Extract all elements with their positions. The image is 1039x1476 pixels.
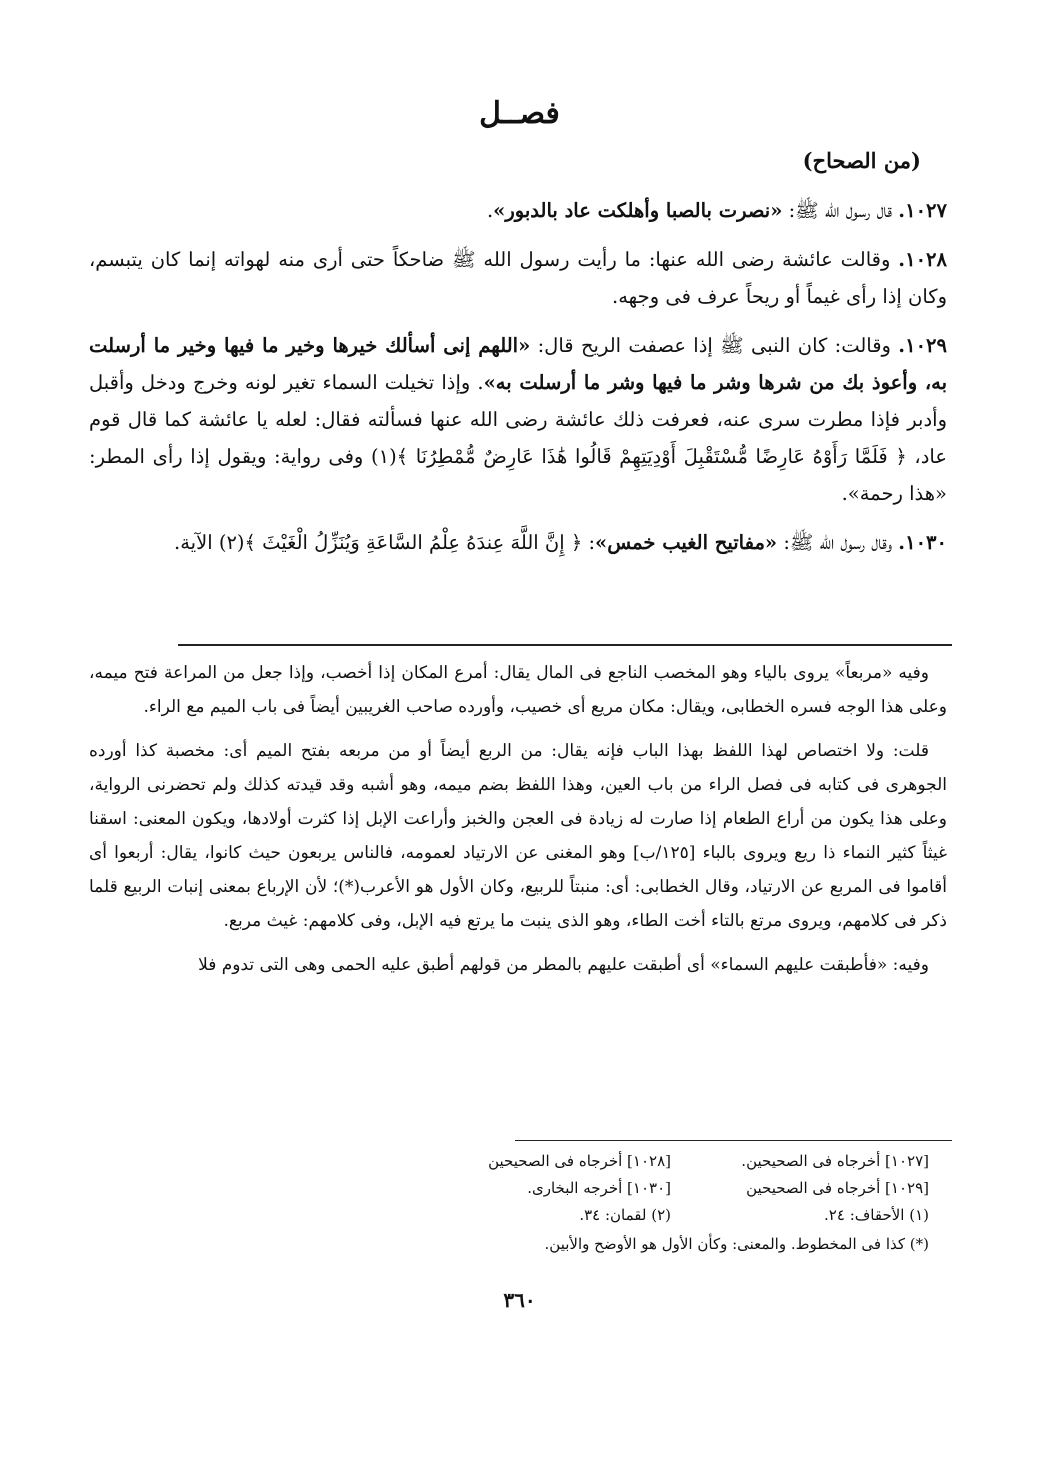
footnote-row <box>409 1202 929 1229</box>
footnote-1027: [١٠٢٧] أخرجاه فى الصحيحين. <box>741 1152 929 1170</box>
footnote-star: (*) كذا فى المخطوط. والمعنى: وكأن الأول هو الأوضح والأبين. <box>544 1235 929 1253</box>
footnote-row <box>409 1175 929 1202</box>
footnote-1028: [١٠٢٨] أخرجاه فى الصحيحين <box>488 1152 671 1170</box>
hadith-text: وقالت عائشة رضى الله عنها: ما رأيت رسول الله ﷺ ضاحكاً حتى أرى منه لهواته إنما كان يتبسم، وكان إذا رأى غيماً أو ريحاً عرف فى وجهه. <box>89 248 947 308</box>
hadith-number: ١٠٢٧. <box>898 199 947 222</box>
section-heading: فصــل <box>479 96 560 131</box>
footnotes <box>409 1148 929 1258</box>
section-divider <box>178 644 952 646</box>
hadith-text: قال رسول الله ﷺ: <box>782 199 899 222</box>
commentary <box>89 656 947 982</box>
hadith-number: ١٠٢٩. <box>898 334 947 357</box>
commentary-paragraph: وفيه: «فأطبقت عليهم السماء» أى أطبقت عليهم بالمطر من قولهم أطبق عليه الحمى وهى التى تدوم فلا <box>198 955 929 975</box>
section-subheading: (من الصحاح) <box>802 148 921 173</box>
footnote-row <box>409 1148 929 1175</box>
hadith-rest: : ﴿ إِنَّ اللَّهَ عِندَهُ عِلْمُ السَّاعَةِ وَيُنَزِّلُ الْغَيْثَ ﴾(٢) الآية. <box>174 531 596 554</box>
hadith-quote: «مفاتيح الغيب خمس» <box>595 531 778 554</box>
footnote-1030: [١٠٣٠] أخرجه البخارى. <box>527 1179 671 1197</box>
hadith-text: وقال رسول الله ﷺ: <box>777 531 899 554</box>
hadith-number: ١٠٣٠. <box>898 531 947 554</box>
hadith-quote: «نصرت بالصبا وأهلكت عاد بالدبور» <box>493 199 783 222</box>
main-text <box>89 192 947 573</box>
hadith-1028 <box>89 241 947 315</box>
footnote-divider <box>515 1140 952 1141</box>
hadith-1027 <box>89 192 947 229</box>
footnote-1029: [١٠٢٩] أخرجاه فى الصحيحين <box>746 1179 929 1197</box>
commentary-paragraph: وفيه «مربعاً» يروى بالياء وهو المخصب الناجع فى المال يقال: أمرع المكان إذا أخصب، وإذا جعل من المراعة فتح ميمه، وعلى هذا الوجه فسره الخطابى، ويقال: مكان مريع أى خصيب، وأورده صاحب الغريبين أيضاً فى باب الميم مع الراء. <box>89 663 947 717</box>
footnote-2: (٢) لقمان: ٣٤. <box>579 1206 671 1224</box>
hadith-text: وقالت: كان النبى ﷺ إذا عصفت الريح قال: <box>530 334 899 357</box>
hadith-rest: . <box>486 199 494 222</box>
footnote-1: (١) الأحقاف: ٢٤. <box>824 1206 929 1224</box>
hadith-1030 <box>89 524 947 561</box>
hadith-1029 <box>89 327 947 512</box>
page-number: ٣٦٠ <box>503 1288 536 1312</box>
hadith-number: ١٠٢٨. <box>898 248 947 271</box>
hadith-quote: «اللهم إنى أسألك خيرها وخير ما فيها وخير ما أرسلت به، وأعوذ بك من شرها وشر ما فيها وشر ما أرسلت به» <box>89 334 947 394</box>
commentary-paragraph: قلت: ولا اختصاص لهذا اللفظ بهذا الباب فإنه يقال: من الربع أيضاً أو من مربعه بفتح الميم أى: مخصبة كذا أورده الجوهرى فى كتابه فى فصل الراء من باب العين، وهذا اللفظ بضم ميمه، وهو أشبه وقد قيدته كذلك ولم تحضرنى الرواية، وعلى هذا يكون من أراع الطعام إذا صارت له زيادة فى العجن والخبز وأراعت الإبل إذا كثرت أولادها، ويكون المعنى: اسقنا غيثاً كثير النماء ذا ريع ويروى بالباء [١٢٥/ب] وهو المغنى عن الارتياد لعمومه، فالناس يربعون حيث كانوا، يقال: أربعوا أى أقاموا فى المربع عن الارتياد، وقال الخطابى: أى: منبتاً للربيع، وكان الأول هو الأعرب(*)؛ لأن الإرباع بمعنى إنبات الربيع قلما ذكر فى كلامهم، ويروى مرتع بالتاء أخت الطاء، وهو الذى ينبت ما يرتع فيه الإبل، وفى كلامهم: غيث مربع. <box>89 741 947 931</box>
hadith-rest: . وإذا تخيلت السماء تغير لونه وخرج ودخل وأقبل وأدبر فإذا مطرت سرى عنه، فعرفت ذلك عائشة رضى الله عنها فسألته فقال: لعله يا عائشة كما قال قوم عاد، ﴿ فَلَمَّا رَأَوْهُ عَارِضًا مُّسْتَقْبِلَ أَوْدِيَتِهِمْ قَالُوا هَٰذَا عَارِضٌ مُّمْطِرُنَا ﴾(١) وفى رواية: ويقول إذا رأى المطر: «هذا رحمة». <box>89 371 947 505</box>
